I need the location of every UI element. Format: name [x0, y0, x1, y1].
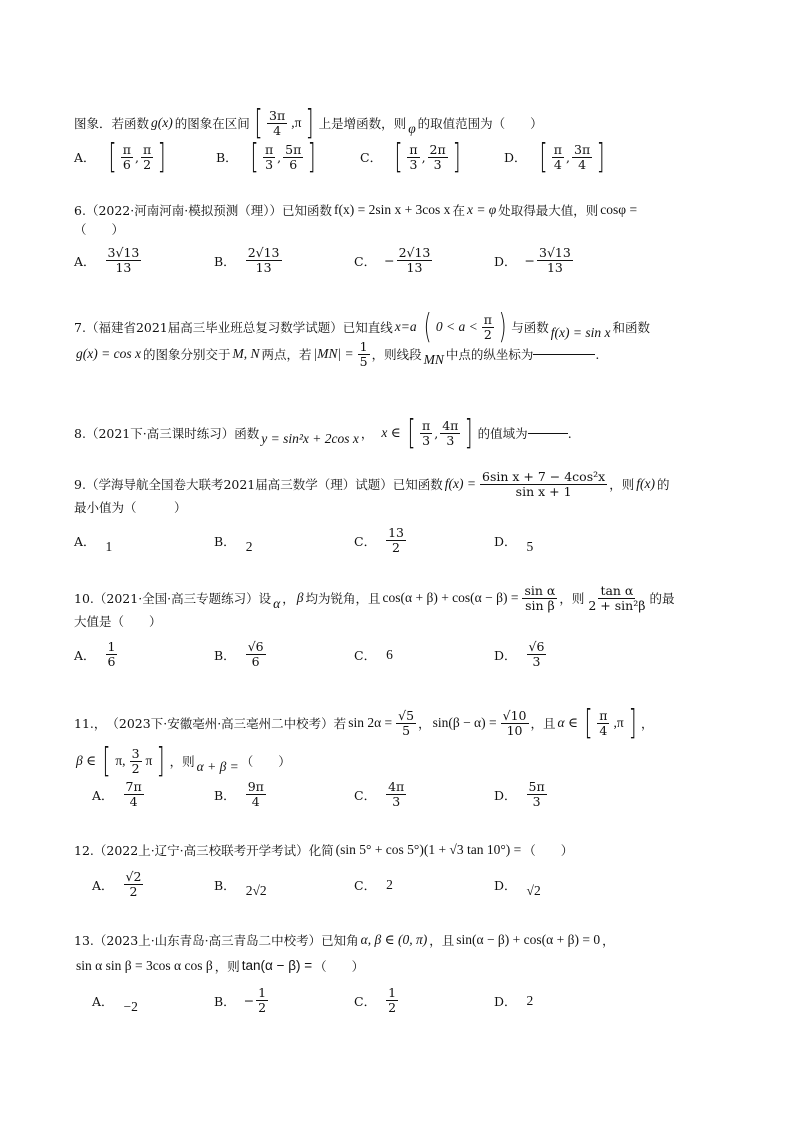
q10-d-den: 3: [532, 654, 541, 669]
q13-text4: ，则: [214, 958, 240, 974]
q12-paren: （ ）: [523, 842, 574, 858]
q10-number: 10.: [74, 591, 94, 606]
q12-option-c-label: C．: [354, 877, 377, 893]
q10-ask-num: tan α: [600, 583, 634, 598]
q8-dom: x ∈: [381, 424, 401, 440]
q8-answer-blank[interactable]: [528, 433, 568, 434]
q5-c-b-num: 2π: [429, 141, 446, 157]
q13-option-a[interactable]: [92, 992, 214, 1014]
q6-c-den: 13: [406, 260, 423, 275]
q10-text3: 均为锐角，且: [305, 591, 381, 606]
q12-option-d-label: D．: [494, 877, 517, 893]
q5-d-b-den: 4: [578, 156, 587, 172]
q9-number: 9.: [74, 477, 86, 492]
q9-option-a-label: A．: [74, 533, 96, 549]
q11-e4-b-den: 2: [131, 760, 140, 776]
q5-option-b-label: B．: [216, 150, 238, 165]
q5-option-b[interactable]: B． [ $\frac{\pi}{3}$ , $\frac{5\pi}{6}$ ]: [216, 137, 316, 177]
q12-option-b[interactable]: [214, 876, 354, 898]
q9-option-d[interactable]: [494, 532, 634, 554]
q13-c-num: 1: [388, 985, 397, 1000]
q5-d-a-den: 4: [553, 156, 562, 172]
q10-option-c-label: C．: [354, 647, 377, 663]
q11-stem-2: [74, 741, 734, 781]
q11-e1-den: 5: [402, 722, 411, 738]
q8-stem: 8. （2021下·高三课时练习） 函数 y = sin²x + 2cos x ， x ∈ [ $\frac{\pi}{3}$ , $\frac{4\pi}{3}$ ] 的值域为 .: [74, 413, 572, 453]
q6-stem: [74, 202, 734, 218]
q10-options: [74, 640, 734, 669]
q5-option-d[interactable]: D． [ $\frac{\pi}{4}$ , $\frac{3\pi}{4}$ ]: [504, 137, 605, 177]
q6-c-num: 2√13: [398, 245, 431, 260]
q6-a-num: 3√13: [107, 245, 140, 260]
q13-b-den: 2: [258, 1000, 267, 1015]
q9-a-val: 1: [105, 538, 113, 554]
q11-e1-num: √5: [398, 707, 415, 723]
q8-text2: ，: [360, 425, 374, 441]
q9-text1: 已知函数: [392, 477, 443, 492]
q6-text3: 处取得最大值，则: [498, 202, 599, 218]
q9-option-d-label: D．: [494, 533, 517, 549]
q8-b-num: 4π: [442, 417, 459, 433]
q10-alpha: α: [273, 596, 281, 612]
q12-option-c[interactable]: [354, 876, 494, 894]
q9-option-a[interactable]: [74, 532, 214, 554]
q11-e4-interval: [ π, $\frac{3}{2}$ π ]: [102, 741, 165, 781]
q7-mn-den: 5: [359, 354, 368, 369]
q9-options: [74, 526, 734, 555]
q5-stem: [74, 103, 734, 143]
q6-source: （2022·河南河南·模拟预测（理））: [85, 202, 282, 218]
q11-e2-den: 10: [506, 722, 523, 738]
q5-option-c[interactable]: C． [ $\frac{\pi}{3}$ , $\frac{2\pi}{3}$ ]: [360, 137, 461, 177]
q9-d-val: 5: [526, 538, 534, 554]
q7-text5: 两点，若: [261, 347, 312, 362]
q13-b-num: 1: [258, 985, 267, 1000]
q5-d-a-num: π: [553, 141, 563, 157]
q9-text3: 的: [656, 477, 670, 492]
q13-a-val: −2: [123, 998, 138, 1014]
q12-b-val: 2√2: [245, 882, 267, 898]
q13-cond3: sin α sin β = 3cos α cos β: [76, 958, 213, 973]
q8-b-den: 3: [446, 432, 455, 448]
q7-seg: MN: [423, 352, 444, 368]
q13-option-c-label: C．: [354, 993, 377, 1009]
q5-a-a-num: π: [122, 141, 132, 157]
q13-options: [92, 986, 752, 1015]
q10-text1: 设: [258, 591, 272, 606]
q12-option-d[interactable]: [494, 876, 634, 898]
q7-cond-left: 0 < a <: [435, 318, 478, 334]
q13-option-d[interactable]: [494, 992, 634, 1010]
q11-e4-a: π,: [115, 752, 126, 768]
q12-source: （2022上·辽宁·高三校联考开学考试）: [93, 842, 309, 858]
q12-number: 12.: [74, 842, 94, 858]
q11-text5: ，则: [169, 753, 195, 769]
q12-a-den: 2: [129, 884, 138, 899]
q8-a-den: 3: [422, 432, 431, 448]
q13-c-den: 2: [388, 1000, 397, 1015]
q10-eq-num: sin α: [524, 583, 556, 598]
q9-option-c-label: C．: [354, 533, 377, 549]
q11-e1: sin 2α =: [348, 714, 393, 730]
q8-text3: 的值域为: [477, 425, 528, 441]
q10-option-b[interactable]: [214, 640, 354, 669]
q7-stem-1: [74, 307, 734, 347]
q11-option-d-label: D．: [494, 787, 517, 803]
q13-cond1: α, β ∈ (0, π): [360, 932, 428, 947]
q13-number: 13.: [74, 932, 94, 948]
q9-stem-2: [74, 500, 734, 515]
q10-stem-2: [74, 614, 734, 629]
q7-g: g(x) = cos x: [76, 346, 141, 362]
q5-int-end: ,π: [291, 114, 302, 130]
q5-text1: 图象．若函数: [74, 115, 150, 131]
q7-mn: |MN| =: [313, 346, 354, 362]
q5-options: [74, 137, 734, 177]
q8-text1: 函数: [234, 425, 260, 441]
q6-text1: 已知函数: [281, 202, 332, 218]
q7-pts: M, N: [232, 346, 260, 362]
q13-b-sign: −: [243, 993, 255, 1008]
q6-d-num: 3√13: [539, 245, 571, 260]
q13-option-b[interactable]: [214, 986, 354, 1015]
q5-c-b-den: 3: [433, 156, 442, 172]
q5-interval: [ $\frac{3\pi}{4}$ ,π ]: [254, 103, 315, 143]
q11-number: 11.: [74, 715, 94, 731]
q11-text1: 若: [333, 715, 347, 731]
q6-option-b-label: B．: [214, 253, 236, 269]
q12-a-num: √2: [125, 869, 142, 884]
q7-cond-num: π: [483, 311, 492, 327]
q12-option-a[interactable]: [92, 870, 214, 899]
q5-a-b-den: 2: [143, 156, 152, 172]
q11-stem-1: [74, 703, 734, 743]
q10-option-a-label: A．: [74, 647, 96, 663]
q6-option-d[interactable]: [494, 246, 634, 275]
q10-ask-den: 2 + sin²β: [588, 598, 646, 613]
q8-a-num: π: [422, 417, 431, 433]
q12-text1: 化简: [308, 842, 334, 858]
q13-option-a-label: A．: [92, 993, 114, 1009]
q11-e3-a-num: π: [599, 707, 608, 723]
q6-option-b[interactable]: [214, 246, 354, 275]
q11-dot: ，: [93, 715, 107, 731]
q11-options: [92, 780, 752, 809]
q6-paren-line: [74, 222, 734, 237]
q7-number: 7.: [74, 319, 86, 335]
q11-option-d[interactable]: [494, 780, 634, 809]
q6-option-d-label: D．: [494, 253, 517, 269]
q5-option-a-label: A．: [74, 150, 96, 165]
q13-paren: （ ）: [314, 958, 365, 974]
q8-func: y = sin²x + 2cos x: [261, 430, 359, 446]
q12-expr: (sin 5° + cos 5°)(1 + √3 tan 10°) =: [335, 842, 522, 857]
q6-func: f(x) = 2sin x + 3cos x: [333, 202, 451, 217]
q8-number: 8.: [74, 425, 86, 441]
q12-option-a-label: A．: [92, 877, 114, 893]
q6-cond: x = φ: [466, 202, 497, 217]
q11-e4: β ∈: [76, 752, 97, 768]
q6-d-sign: −: [524, 253, 536, 268]
q9-source: （学海导航全国卷大联考2021届高三数学（理）试题）: [85, 477, 393, 492]
q7-stem-2: g(x) = cos x 的图象分别交于 M, N 两点，若 |MN| = $\frac{1}{5}$ ，则线段 MN 中点的纵坐标为 .: [76, 339, 600, 369]
q13-option-d-label: D．: [494, 993, 517, 1009]
q6-options: [74, 246, 734, 275]
q11-option-a-label: A．: [92, 787, 114, 803]
q9-b-val: 2: [245, 538, 253, 554]
q11-option-c[interactable]: [354, 780, 494, 809]
q11-e2-num: √10: [502, 707, 527, 723]
q11-option-b-label: B．: [214, 787, 236, 803]
q13-source: （2023上·山东青岛·高三青岛二中校考）: [93, 932, 322, 948]
q10-b-den: 6: [251, 654, 260, 669]
q10-text4: ，则: [559, 591, 585, 606]
q10-b-num: √6: [247, 639, 264, 654]
q7-text6: ，则线段: [371, 347, 422, 362]
q5-b-a-den: 3: [265, 156, 274, 172]
q10-source: （2021·全国·高三专题练习）: [93, 591, 259, 606]
q11-e3-interval: [ $\frac{\pi}{4}$ ,π ]: [584, 703, 637, 743]
q11-e4-b-tail: π: [145, 752, 153, 768]
q5-a-b-num: π: [143, 141, 152, 157]
q13-stem-1: [74, 932, 734, 948]
q10-eq: cos(α + β) + cos(α − β) =: [382, 590, 519, 606]
q13-text1: 已知角: [321, 932, 359, 948]
q9-fx: f(x): [636, 476, 655, 492]
q10-option-d-label: D．: [494, 647, 517, 663]
q6-paren: （ ）: [74, 222, 125, 237]
q6-ask: cosφ =: [600, 202, 638, 217]
q7-cond-den: 2: [483, 326, 492, 342]
q5-c-a-den: 3: [409, 156, 418, 172]
q11-text3: ，且: [530, 715, 556, 731]
q10-text2: ，: [282, 591, 295, 606]
q11-ask: α + β =: [196, 758, 239, 774]
q10-option-b-label: B．: [214, 647, 236, 663]
q10-eq-den: sin β: [525, 598, 555, 613]
q7-answer-blank[interactable]: [533, 354, 595, 355]
q5-option-c-label: C．: [360, 150, 383, 165]
q12-option-b-label: B．: [214, 877, 236, 893]
q10-text5: 的最: [649, 591, 675, 606]
q10-a-num: 1: [107, 639, 116, 654]
q10-option-d[interactable]: [494, 640, 634, 669]
q11-a-num: 7π: [125, 779, 142, 794]
q10-c-val: 6: [386, 646, 393, 662]
q11-e4-b-num: 3: [131, 745, 140, 761]
q11-text4: ，: [640, 715, 654, 731]
q13-text2: ，且: [429, 932, 455, 948]
q11-option-c-label: C．: [354, 787, 377, 803]
q9-option-c[interactable]: [354, 526, 494, 555]
q6-option-c[interactable]: [354, 246, 494, 275]
q6-option-a-label: A．: [74, 253, 96, 269]
q5-b-a-num: π: [264, 141, 274, 157]
q9-c-num: 13: [388, 525, 404, 540]
q9-c-den: 2: [392, 540, 400, 555]
q7-f: f(x) = sin x: [550, 324, 611, 340]
q6-d-den: 13: [546, 260, 563, 275]
q7-line-eq: x=a: [394, 318, 417, 334]
q11-option-a[interactable]: [92, 780, 214, 809]
q7-text3: 和函数: [612, 319, 650, 335]
q5-b-b-num: 5π: [285, 141, 302, 157]
q11-text2: ，: [418, 715, 431, 731]
q11-c-den: 3: [392, 794, 401, 809]
q10-option-a[interactable]: [74, 640, 214, 669]
q6-b-num: 2√13: [247, 245, 280, 260]
q9-option-b-label: B．: [214, 533, 236, 549]
q5-text4: 的取值范围为（ ）: [417, 115, 543, 131]
q13-d-val: 2: [526, 992, 534, 1008]
q8-source: （2021下·高三课时练习）: [85, 425, 235, 441]
q5-int-num: 3π: [269, 107, 286, 123]
q12-d-val: √2: [526, 882, 541, 898]
q10-stem: [74, 584, 734, 613]
q10-option-c[interactable]: [354, 646, 494, 664]
q6-text2: 在: [452, 202, 465, 218]
q5-phi: φ: [408, 120, 416, 136]
q5-a-a-den: 6: [122, 156, 131, 172]
q11-d-den: 3: [532, 794, 541, 809]
q9-option-b[interactable]: [214, 532, 354, 554]
q11-source: （2023下·安徽亳州·高三亳州二中校考）: [106, 715, 334, 731]
q11-b-den: 4: [251, 794, 260, 809]
q6-number: 6.: [74, 202, 86, 218]
q5-text2: 的图象在区间: [174, 115, 250, 131]
q5-text3: 上是增函数，则: [318, 115, 407, 131]
q13-option-b-label: B．: [214, 993, 236, 1009]
q10-beta: β: [296, 590, 304, 606]
q12-c-val: 2: [386, 876, 393, 892]
q13-stem-2: [74, 958, 734, 974]
q11-d-num: 5π: [528, 779, 545, 794]
q11-e3-b: ,π: [613, 714, 624, 730]
q5-int-den: 4: [273, 122, 282, 138]
q12-options: [92, 870, 752, 899]
q7-text1: 已知直线: [342, 319, 393, 335]
q12-stem: [74, 842, 734, 858]
q7-source: （福建省2021届高三毕业班总复习数学试题）: [85, 319, 343, 335]
q5-option-a[interactable]: A． [ $\frac{\pi}{6}$ , $\frac{\pi}{2}$ ]: [74, 137, 166, 177]
q11-paren: （ ）: [240, 753, 291, 769]
q11-e2: sin(β − α) =: [432, 714, 497, 730]
q9-func: f(x) =: [444, 476, 476, 492]
q11-e3: α ∈: [557, 714, 578, 730]
q5-option-d-label: D．: [504, 150, 527, 165]
q6-a-den: 13: [115, 260, 132, 275]
q13-option-c[interactable]: [354, 986, 494, 1015]
q6-option-c-label: C．: [354, 253, 377, 269]
q11-e3-a-den: 4: [599, 722, 608, 738]
q13-text3: ，: [602, 932, 615, 948]
q13-ask: tan(α − β) =: [241, 958, 313, 973]
q9-stem: [74, 470, 734, 499]
q5-b-b-den: 6: [289, 156, 298, 172]
q11-option-b[interactable]: [214, 780, 354, 809]
q10-a-den: 6: [107, 654, 116, 669]
q7-cond: ( 0 < a < $\frac{\pi}{2}$ ): [423, 307, 507, 347]
q9-text4: 最小值为（ ）: [74, 500, 187, 515]
q6-c-sign: −: [384, 253, 395, 268]
q6-b-den: 13: [255, 260, 272, 275]
q11-b-num: 9π: [247, 779, 264, 794]
q7-mn-num: 1: [359, 339, 368, 354]
q13-cond2: sin(α − β) + cos(α + β) = 0: [456, 932, 601, 947]
q6-option-a[interactable]: [74, 246, 214, 275]
q11-c-num: 4π: [388, 779, 405, 794]
q7-text2: 与函数: [511, 319, 549, 335]
q7-text4: 的图象分别交于: [142, 347, 231, 362]
q9-text2: ，则: [609, 477, 635, 492]
q9-num: 6sin x + 7 − 4cos²x: [482, 469, 606, 484]
q5-d-b-num: 3π: [574, 141, 591, 157]
q5-func: g(x): [151, 114, 173, 130]
q9-den: sin x + 1: [515, 484, 572, 499]
q5-c-a-num: π: [409, 141, 418, 157]
q10-d-num: √6: [528, 639, 545, 654]
q8-interval: [ $\frac{\pi}{3}$ , $\frac{4\pi}{3}$ ]: [407, 413, 474, 453]
q11-a-den: 4: [129, 794, 138, 809]
q7-text7: 中点的纵坐标为: [445, 347, 534, 362]
q10-text6: 大值是（ ）: [74, 614, 162, 629]
